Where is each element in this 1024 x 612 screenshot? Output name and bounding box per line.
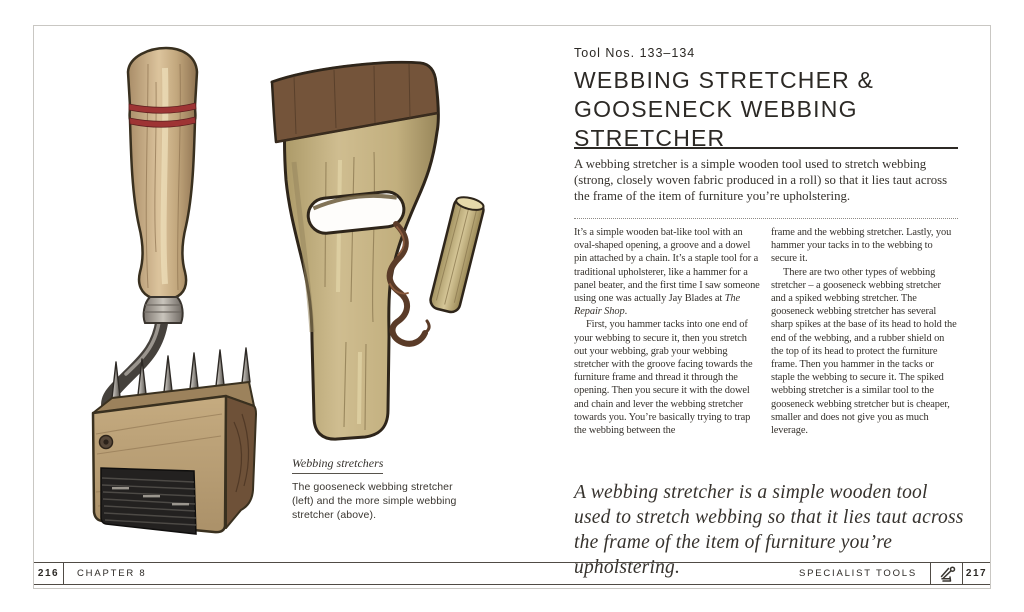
title-line-1: WEBBING STRETCHER & [574,67,875,93]
upholstery-tool-icon [930,563,963,584]
paragraph: frame and the webbing stretcher. Lastly, you hammer your tacks in to the webbing to secure it. [771,227,952,265]
page-number-left: 216 [34,563,64,584]
caption-text: The gooseneck webbing stretcher (left) and the more simple webbing stretcher (above). [292,481,457,521]
column-right [771,226,958,437]
title-rule [574,147,958,149]
column-left [574,226,761,437]
paragraph: First, you hammer tacks into one end of your webbing to secure it, then you stretch out your webbing, grab your webbing stretcher with the groove facing towards the furniture frame and thread it through the opening. Then you secure it with the dowel and chain and lever the webbing stretcher towards you. You’re basically trying to trap the webbing between the [574,319,753,437]
footer-spacer [147,563,799,584]
paragraph: There are two other types of webbing stretcher – a gooseneck webbing stretcher and a spiked webbing stretcher. The gooseneck webbing stretcher has several sharp spikes at the base of its head to hold the end of the webbing, and a rubber shield on the top of its head to protect the furniture frame. Then you hammer in the tacks or staple the webbing to secure it. The spiked webbing stretcher is a similar tool to the gooseneck webbing stretcher but is cheaper, smaller and does not give you as much leverage. [771,266,957,437]
footer-band [34,562,990,585]
dotted-divider [574,218,958,219]
caption-heading: Webbing stretchers [292,456,383,474]
gooseneck-webbing-stretcher-illustration [44,42,274,547]
chapter-label: CHAPTER 8 [77,568,147,579]
body-columns [574,226,959,437]
intro-paragraph: A webbing stretcher is a simple wooden tool used to stretch webbing (strong, closely woven fabric produced in a roll) so that it lies taut across the frame of the item of furniture you’re upholstering. [574,157,948,203]
paragraph: It’s a simple wooden bat-like tool with an oval-shaped opening, a groove and a dowel pin attached by a chain. It’s a staple tool for a traditional upholsterer, like a hammer for a panel beater, and the first time I saw someone using one was actually Jay Blades at The Repair Shop. [574,227,760,318]
book-title-italic: The Repair Shop [574,293,740,318]
book-page-spread [33,25,991,589]
figure-caption [292,454,472,522]
webbing-stretcher-illustration [254,52,499,454]
tool-number-label: Tool Nos. 133–134 [574,46,696,60]
page-title [574,66,960,153]
title-line-2: GOOSENECK WEBBING STRETCHER [574,96,858,151]
pull-quote: A webbing stretcher is a simple wooden tool used to stretch webbing so that it lies taut across the frame of the item of furniture you’re upholstering. [574,482,964,578]
section-label: SPECIALIST TOOLS [798,568,917,579]
page-number-right: 217 [965,568,988,579]
